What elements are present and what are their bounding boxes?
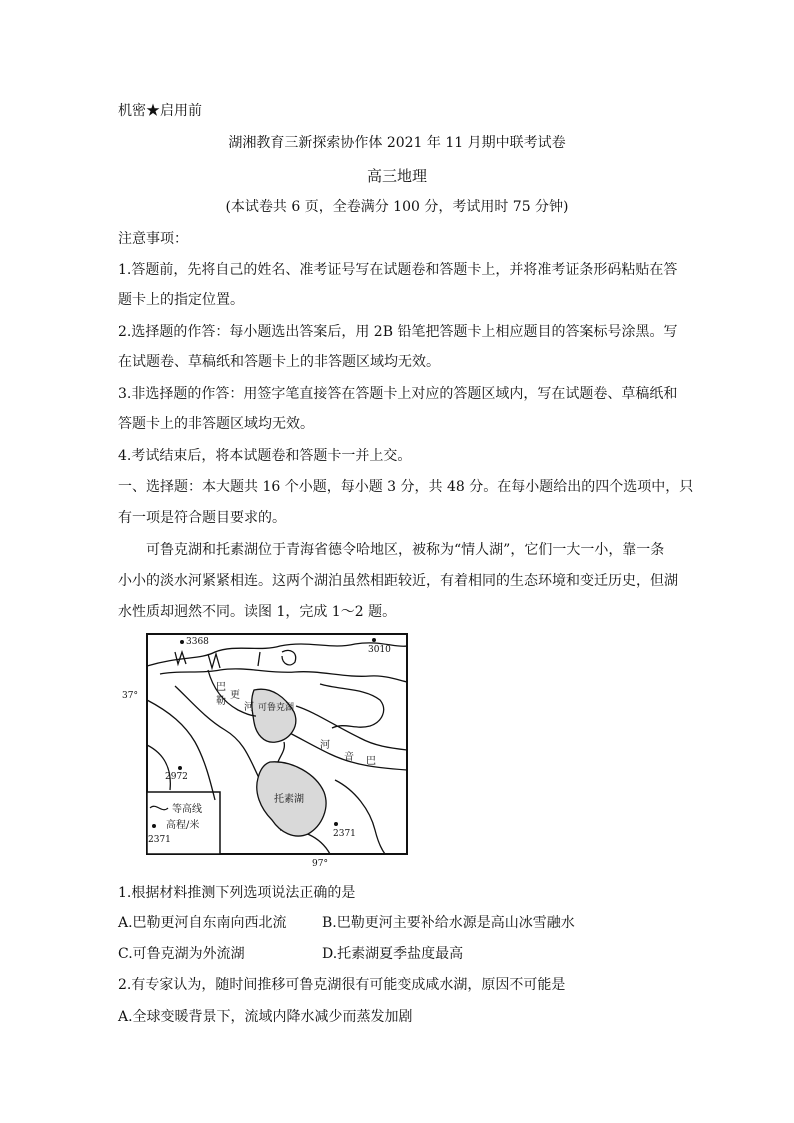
- notes-line: 1.答题前，先将自己的姓名、准考证号写在试题卷和答题卡上，并将准考证条形码粘贴在答: [118, 262, 678, 278]
- notes-line: 3.非选择题的作答：用签字笔直接答在答题卡上对应的答题区域内，写在试题卷、草稿纸和: [118, 386, 678, 402]
- notes-line: 在试题卷、草稿纸和答题卡上的非答题区域均无效。: [118, 354, 440, 370]
- question-1-option-c: C.可鲁克湖为外流湖: [118, 946, 245, 962]
- notes-line: 4.考试结束后，将本试题卷和答题卡一并上交。: [118, 448, 412, 464]
- exam-title: 湖湘教育三新探索协作体 2021 年 11 月期中联考试卷: [228, 135, 566, 151]
- legend-elevation-label: 高程/米: [166, 820, 200, 831]
- section-heading: 有一项是符合题目要求的。: [118, 510, 286, 526]
- elevation-point: [178, 766, 182, 770]
- secret-label: 机密★启用前: [118, 103, 202, 119]
- elevation-point: [372, 638, 376, 642]
- river-label: 更: [230, 690, 240, 701]
- passage-line: 小小的淡水河紧紧相连。这两个湖泊虽然相距较近，有着相同的生态环境和变迁历史，但湖: [118, 573, 678, 589]
- elevation-label: 3010: [368, 645, 391, 655]
- river-label: 河: [320, 740, 330, 751]
- notes-title: 注意事项：: [118, 231, 188, 247]
- lake-label-tuosu: 托素湖: [274, 794, 304, 805]
- question-2-stem: 2.有专家认为，随时间推移可鲁克湖很有可能变成咸水湖，原因不可能是: [118, 977, 566, 993]
- elevation-point: [180, 640, 184, 644]
- longitude-label: 97°: [312, 859, 328, 869]
- elevation-label: 2371: [333, 829, 356, 839]
- elevation-label: 3368: [186, 637, 209, 647]
- river-label: 音: [344, 752, 354, 763]
- exam-info: (本试卷共 6 页，全卷满分 100 分，考试用时 75 分钟): [225, 199, 569, 215]
- passage-line: 可鲁克湖和托素湖位于青海省德令哈地区，被称为“情人湖”，它们一大一小，靠一条: [146, 542, 665, 558]
- river-label: 河: [244, 702, 254, 713]
- passage-line: 水性质却迥然不同。读图 1，完成 1～2 题。: [118, 604, 397, 620]
- question-2-option-a: A.全球变暖背景下，流域内降水减少而蒸发加剧: [118, 1009, 413, 1025]
- river-label: 勒: [216, 696, 226, 707]
- question-1-option-b: B.巴勒更河主要补给水源是高山冰雪融水: [322, 915, 575, 931]
- river-label: 巴: [216, 682, 226, 693]
- latitude-label: 37°: [122, 691, 138, 701]
- question-1-option-a: A.巴勒更河自东南向西北流: [118, 915, 287, 931]
- legend-point-symbol: [152, 824, 156, 828]
- question-1-stem: 1.根据材料推测下列选项说法正确的是: [118, 885, 356, 901]
- legend-elevation-value: 2371: [148, 835, 171, 845]
- notes-line: 答题卡上的非答题区域均无效。: [118, 416, 314, 432]
- subject-title: 高三地理: [366, 167, 427, 185]
- notes-line: 题卡上的指定位置。: [118, 292, 244, 308]
- question-1-option-d: D.托素湖夏季盐度最高: [322, 946, 464, 962]
- legend-contour-label: 等高线: [172, 804, 202, 815]
- lake-map-figure: [120, 630, 420, 870]
- section-heading: 一、选择题：本大题共 16 个小题，每小题 3 分，共 48 分。在每小题给出的四个选项中，只: [118, 479, 694, 495]
- elevation-label: 2972: [165, 772, 188, 782]
- lake-label-keluke: 可鲁克湖: [258, 703, 295, 713]
- notes-line: 2.选择题的作答：每小题选出答案后，用 2B 铅笔把答题卡上相应题目的答案标号涂黑。写: [118, 324, 678, 340]
- river-label: 巴: [366, 756, 376, 767]
- elevation-point: [334, 822, 338, 826]
